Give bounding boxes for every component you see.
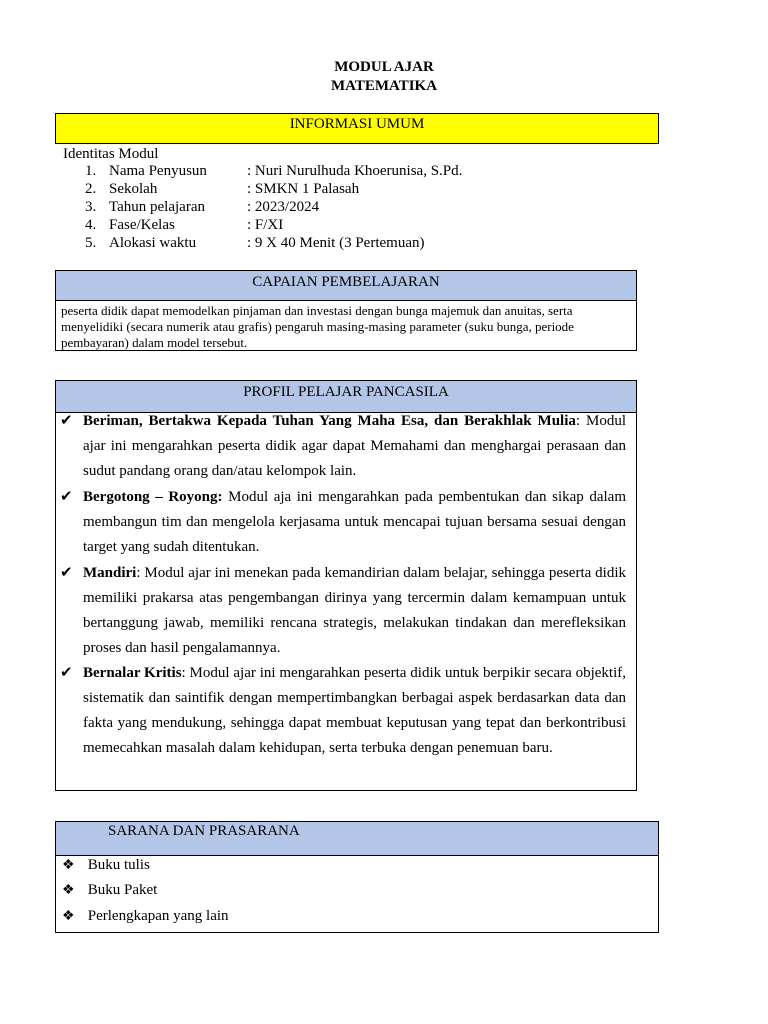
identitas-list: [63, 162, 623, 254]
diamond-bullet-icon: ❖: [62, 909, 75, 924]
identitas-num: 1.: [85, 163, 97, 179]
profil-item-text: : Modul ajar ini mengarahkan peserta didik agar dapat Memahami dan menghargai perasaan dan sudut pandang orang dan/atau kelompok lain.: [83, 413, 626, 479]
identitas-item-value: : 9 X 40 Menit (3 Pertemuan): [247, 235, 425, 251]
module-title: MODUL AJAR: [334, 59, 434, 75]
check-icon: ✔: [60, 489, 73, 505]
sarana-box: [55, 821, 659, 933]
sarana-item-label: Buku Paket: [87, 882, 158, 898]
identitas-item-value: : F/XI: [247, 217, 284, 233]
subject-title: MATEMATIKA: [330, 78, 438, 94]
capaian-text: peserta didik dapat memodelkan pinjaman dan investasi dengan bunga majemuk dan anuitas, serta menyelidiki (secara numerik atau grafis) pengaruh masing-masing parameter (suku bunga, periode pembayaran) dalam model tersebut.: [61, 303, 574, 350]
identitas-item-label: Tahun pelajaran: [109, 199, 205, 215]
identitas-item-value: : 2023/2024: [247, 199, 320, 215]
identitas-num: 4.: [85, 217, 97, 233]
sarana-item-label: Perlengkapan yang lain: [87, 908, 229, 924]
identitas-item-label: Alokasi waktu: [109, 235, 197, 251]
identitas-item-label: Nama Penyusun: [109, 163, 207, 179]
profil-item: [56, 661, 636, 761]
profil-item: [56, 409, 636, 484]
profil-item-text: : Modul ajar ini menekan pada kemandirian dalam belajar, sehingga peserta didik memiliki prakarsa atas pengembangan dirinya yang tercermin dalam kemampuan untuk bertanggung jawab, memiliki rencana strategis, melakukan tindakan dan merefleksikan proses dan hasil pengalamannya.: [83, 565, 626, 656]
check-icon: ✔: [60, 413, 73, 429]
identitas-num: 5.: [85, 235, 97, 251]
identitas-item-value: : Nuri Nurulhuda Khoerunisa, S.Pd.: [247, 163, 463, 179]
profil-item: [56, 485, 636, 560]
profil-item: [56, 561, 636, 661]
sarana-item: [62, 880, 157, 900]
diamond-bullet-icon: ❖: [62, 858, 75, 873]
profil-item-title: Bernalar Kritis: [83, 665, 182, 681]
profil-item-title: Mandiri: [83, 565, 137, 581]
identitas-item-label: Fase/Kelas: [109, 217, 175, 233]
sarana-header: SARANA DAN PRASARANA: [56, 822, 658, 856]
identitas-num: 3.: [85, 199, 97, 215]
informasi-umum-header: INFORMASI UMUM: [55, 113, 659, 144]
sarana-item: [62, 855, 150, 875]
profil-box: [55, 380, 637, 791]
profil-header: PROFIL PELAJAR PANCASILA: [56, 381, 636, 413]
profil-item-title: Beriman, Bertakwa Kepada Tuhan Yang Maha Esa, dan Berakhlak Mulia: [83, 413, 576, 429]
sarana-item: [62, 906, 229, 926]
identitas-label: Identitas Modul: [63, 146, 159, 162]
check-icon: ✔: [60, 565, 73, 581]
identitas-item-label: Sekolah: [109, 181, 158, 197]
sarana-item-label: Buku tulis: [87, 857, 150, 873]
diamond-bullet-icon: ❖: [62, 883, 75, 898]
identitas-item-value: : SMKN 1 Palasah: [247, 181, 360, 197]
capaian-header: CAPAIAN PEMBELAJARAN: [56, 271, 636, 301]
check-icon: ✔: [60, 665, 73, 681]
profil-item-text: Modul aja ini mengarahkan pada pembentukan dan sikap dalam membangun tim dan mengelola kerjasama untuk mencapai tujuan bersama sesuai dengan target yang sudah ditentukan.: [83, 489, 627, 555]
profil-item-title: Bergotong – Royong:: [83, 489, 223, 505]
capaian-box: [55, 270, 637, 351]
identitas-num: 2.: [85, 181, 97, 197]
profil-item-text: : Modul ajar ini mengarahkan peserta didik untuk berpikir secara objektif, sistematik dan saintifik dengan mempertimbangkan berbagai aspek berdasarkan data dan fakta yang mendukung, sehingga dapat membuat keputusan yang tepat dan berkontribusi memecahkan masalah dalam kehidupan, serta terbuka dengan penemuan baru.: [83, 665, 626, 756]
